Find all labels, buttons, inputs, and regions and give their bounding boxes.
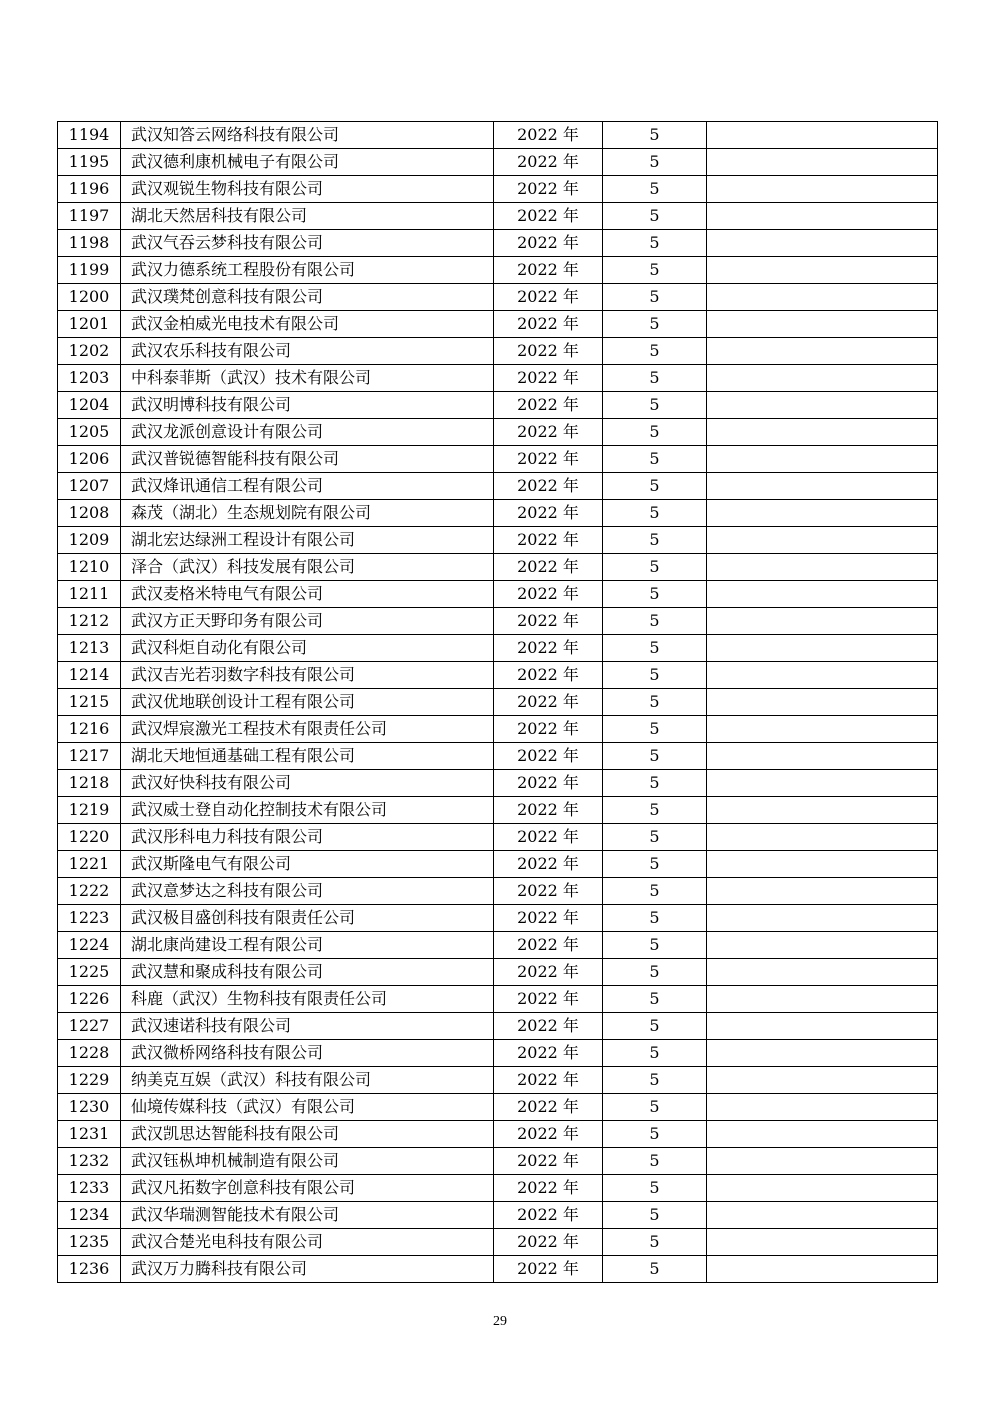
year-cell: 2022 年 [494, 878, 603, 905]
company-name-cell: 武汉斯隆电气有限公司 [121, 851, 494, 878]
score-cell: 5 [603, 446, 707, 473]
table-row [58, 122, 938, 149]
score-cell: 5 [603, 662, 707, 689]
score-cell: 5 [603, 608, 707, 635]
table-row [58, 635, 938, 662]
row-number-cell: 1218 [58, 770, 121, 797]
table-body [58, 122, 938, 1283]
table-row [58, 905, 938, 932]
year-cell: 2022 年 [494, 554, 603, 581]
table-row [58, 1202, 938, 1229]
table-row [58, 689, 938, 716]
table-row [58, 716, 938, 743]
year-cell: 2022 年 [494, 1229, 603, 1256]
year-cell: 2022 年 [494, 797, 603, 824]
row-number-cell: 1201 [58, 311, 121, 338]
score-cell: 5 [603, 1040, 707, 1067]
company-name-cell: 武汉龙派创意设计有限公司 [121, 419, 494, 446]
note-cell [707, 527, 938, 554]
table-row [58, 1013, 938, 1040]
row-number-cell: 1233 [58, 1175, 121, 1202]
company-name-cell: 武汉科炬自动化有限公司 [121, 635, 494, 662]
year-cell: 2022 年 [494, 122, 603, 149]
row-number-cell: 1208 [58, 500, 121, 527]
table-row [58, 419, 938, 446]
score-cell: 5 [603, 149, 707, 176]
row-number-cell: 1235 [58, 1229, 121, 1256]
row-number-cell: 1214 [58, 662, 121, 689]
row-number-cell: 1203 [58, 365, 121, 392]
score-cell: 5 [603, 1148, 707, 1175]
row-number-cell: 1216 [58, 716, 121, 743]
company-name-cell: 武汉力德系统工程股份有限公司 [121, 257, 494, 284]
row-number-cell: 1202 [58, 338, 121, 365]
company-name-cell: 武汉金柏威光电技术有限公司 [121, 311, 494, 338]
company-name-cell: 森茂（湖北）生态规划院有限公司 [121, 500, 494, 527]
table-row [58, 176, 938, 203]
note-cell [707, 716, 938, 743]
company-name-cell: 武汉极目盛创科技有限责任公司 [121, 905, 494, 932]
company-name-cell: 武汉普锐德智能科技有限公司 [121, 446, 494, 473]
score-cell: 5 [603, 1256, 707, 1283]
score-cell: 5 [603, 635, 707, 662]
year-cell: 2022 年 [494, 770, 603, 797]
note-cell [707, 662, 938, 689]
year-cell: 2022 年 [494, 176, 603, 203]
table-row [58, 257, 938, 284]
score-cell: 5 [603, 905, 707, 932]
note-cell [707, 203, 938, 230]
company-name-cell: 武汉微桥网络科技有限公司 [121, 1040, 494, 1067]
company-name-cell: 武汉万力腾科技有限公司 [121, 1256, 494, 1283]
score-cell: 5 [603, 1067, 707, 1094]
note-cell [707, 284, 938, 311]
company-name-cell: 武汉钰枞坤机械制造有限公司 [121, 1148, 494, 1175]
note-cell [707, 122, 938, 149]
score-cell: 5 [603, 554, 707, 581]
note-cell [707, 581, 938, 608]
table-row [58, 1175, 938, 1202]
row-number-cell: 1232 [58, 1148, 121, 1175]
score-cell: 5 [603, 878, 707, 905]
year-cell: 2022 年 [494, 1121, 603, 1148]
table-row [58, 446, 938, 473]
company-name-cell: 武汉气吞云梦科技有限公司 [121, 230, 494, 257]
row-number-cell: 1224 [58, 932, 121, 959]
year-cell: 2022 年 [494, 1256, 603, 1283]
table-row [58, 1256, 938, 1283]
company-name-cell: 武汉好快科技有限公司 [121, 770, 494, 797]
table-row [58, 284, 938, 311]
note-cell [707, 689, 938, 716]
table-row [58, 797, 938, 824]
row-number-cell: 1229 [58, 1067, 121, 1094]
table-row [58, 581, 938, 608]
row-number-cell: 1206 [58, 446, 121, 473]
score-cell: 5 [603, 311, 707, 338]
row-number-cell: 1220 [58, 824, 121, 851]
table-row [58, 1229, 938, 1256]
table-row [58, 554, 938, 581]
row-number-cell: 1204 [58, 392, 121, 419]
year-cell: 2022 年 [494, 392, 603, 419]
table-row [58, 932, 938, 959]
row-number-cell: 1222 [58, 878, 121, 905]
table-row [58, 986, 938, 1013]
year-cell: 2022 年 [494, 1175, 603, 1202]
note-cell [707, 419, 938, 446]
row-number-cell: 1200 [58, 284, 121, 311]
score-cell: 5 [603, 176, 707, 203]
note-cell [707, 1202, 938, 1229]
year-cell: 2022 年 [494, 689, 603, 716]
company-name-cell: 武汉方正天野印务有限公司 [121, 608, 494, 635]
note-cell [707, 743, 938, 770]
row-number-cell: 1219 [58, 797, 121, 824]
note-cell [707, 1175, 938, 1202]
table-row [58, 662, 938, 689]
score-cell: 5 [603, 959, 707, 986]
table-row [58, 878, 938, 905]
year-cell: 2022 年 [494, 1202, 603, 1229]
table-row [58, 959, 938, 986]
year-cell: 2022 年 [494, 419, 603, 446]
company-name-cell: 武汉速诺科技有限公司 [121, 1013, 494, 1040]
row-number-cell: 1215 [58, 689, 121, 716]
score-cell: 5 [603, 1094, 707, 1121]
company-name-cell: 武汉吉光若羽数字科技有限公司 [121, 662, 494, 689]
note-cell [707, 176, 938, 203]
note-cell [707, 905, 938, 932]
table-row [58, 1040, 938, 1067]
score-cell: 5 [603, 365, 707, 392]
row-number-cell: 1210 [58, 554, 121, 581]
year-cell: 2022 年 [494, 284, 603, 311]
year-cell: 2022 年 [494, 446, 603, 473]
year-cell: 2022 年 [494, 986, 603, 1013]
note-cell [707, 1121, 938, 1148]
table-row [58, 770, 938, 797]
year-cell: 2022 年 [494, 149, 603, 176]
score-cell: 5 [603, 581, 707, 608]
note-cell [707, 878, 938, 905]
note-cell [707, 824, 938, 851]
year-cell: 2022 年 [494, 824, 603, 851]
row-number-cell: 1213 [58, 635, 121, 662]
note-cell [707, 797, 938, 824]
note-cell [707, 365, 938, 392]
score-cell: 5 [603, 851, 707, 878]
table-row [58, 392, 938, 419]
score-cell: 5 [603, 1175, 707, 1202]
table-row [58, 1121, 938, 1148]
year-cell: 2022 年 [494, 608, 603, 635]
table-row [58, 608, 938, 635]
score-cell: 5 [603, 1013, 707, 1040]
table-row [58, 851, 938, 878]
table-row [58, 500, 938, 527]
score-cell: 5 [603, 743, 707, 770]
year-cell: 2022 年 [494, 1040, 603, 1067]
year-cell: 2022 年 [494, 1067, 603, 1094]
company-name-cell: 武汉明博科技有限公司 [121, 392, 494, 419]
note-cell [707, 392, 938, 419]
note-cell [707, 230, 938, 257]
year-cell: 2022 年 [494, 905, 603, 932]
year-cell: 2022 年 [494, 743, 603, 770]
score-cell: 5 [603, 473, 707, 500]
score-cell: 5 [603, 203, 707, 230]
page-number: 29 [493, 1314, 507, 1329]
note-cell [707, 1067, 938, 1094]
company-name-cell: 科鹿（武汉）生物科技有限责任公司 [121, 986, 494, 1013]
year-cell: 2022 年 [494, 635, 603, 662]
score-cell: 5 [603, 932, 707, 959]
year-cell: 2022 年 [494, 1013, 603, 1040]
row-number-cell: 1207 [58, 473, 121, 500]
year-cell: 2022 年 [494, 500, 603, 527]
row-number-cell: 1212 [58, 608, 121, 635]
note-cell [707, 959, 938, 986]
year-cell: 2022 年 [494, 581, 603, 608]
company-name-cell: 武汉璞梵创意科技有限公司 [121, 284, 494, 311]
row-number-cell: 1209 [58, 527, 121, 554]
row-number-cell: 1226 [58, 986, 121, 1013]
table-row [58, 311, 938, 338]
note-cell [707, 257, 938, 284]
company-name-cell: 武汉合楚光电科技有限公司 [121, 1229, 494, 1256]
score-cell: 5 [603, 500, 707, 527]
note-cell [707, 635, 938, 662]
note-cell [707, 338, 938, 365]
company-name-cell: 武汉麦格米特电气有限公司 [121, 581, 494, 608]
company-name-cell: 武汉凯思达智能科技有限公司 [121, 1121, 494, 1148]
table-row [58, 473, 938, 500]
row-number-cell: 1223 [58, 905, 121, 932]
year-cell: 2022 年 [494, 716, 603, 743]
company-name-cell: 武汉慧和聚成科技有限公司 [121, 959, 494, 986]
note-cell [707, 1040, 938, 1067]
year-cell: 2022 年 [494, 1094, 603, 1121]
year-cell: 2022 年 [494, 959, 603, 986]
row-number-cell: 1227 [58, 1013, 121, 1040]
company-name-cell: 湖北天然居科技有限公司 [121, 203, 494, 230]
table-row [58, 230, 938, 257]
row-number-cell: 1198 [58, 230, 121, 257]
year-cell: 2022 年 [494, 311, 603, 338]
score-cell: 5 [603, 284, 707, 311]
company-list-table [57, 121, 938, 1283]
score-cell: 5 [603, 257, 707, 284]
company-name-cell: 泽合（武汉）科技发展有限公司 [121, 554, 494, 581]
table-row [58, 1067, 938, 1094]
note-cell [707, 473, 938, 500]
note-cell [707, 554, 938, 581]
note-cell [707, 1256, 938, 1283]
company-name-cell: 武汉观锐生物科技有限公司 [121, 176, 494, 203]
row-number-cell: 1234 [58, 1202, 121, 1229]
note-cell [707, 851, 938, 878]
score-cell: 5 [603, 986, 707, 1013]
note-cell [707, 311, 938, 338]
company-name-cell: 武汉德利康机械电子有限公司 [121, 149, 494, 176]
score-cell: 5 [603, 338, 707, 365]
company-name-cell: 武汉烽讯通信工程有限公司 [121, 473, 494, 500]
company-name-cell: 湖北天地恒通基础工程有限公司 [121, 743, 494, 770]
row-number-cell: 1230 [58, 1094, 121, 1121]
score-cell: 5 [603, 716, 707, 743]
table-row [58, 203, 938, 230]
score-cell: 5 [603, 689, 707, 716]
table-row [58, 824, 938, 851]
row-number-cell: 1221 [58, 851, 121, 878]
score-cell: 5 [603, 392, 707, 419]
note-cell [707, 1229, 938, 1256]
table-row [58, 149, 938, 176]
row-number-cell: 1196 [58, 176, 121, 203]
row-number-cell: 1225 [58, 959, 121, 986]
company-name-cell: 湖北康尚建设工程有限公司 [121, 932, 494, 959]
year-cell: 2022 年 [494, 230, 603, 257]
score-cell: 5 [603, 797, 707, 824]
note-cell [707, 608, 938, 635]
row-number-cell: 1197 [58, 203, 121, 230]
note-cell [707, 986, 938, 1013]
note-cell [707, 1094, 938, 1121]
year-cell: 2022 年 [494, 365, 603, 392]
table-row [58, 338, 938, 365]
score-cell: 5 [603, 122, 707, 149]
company-name-cell: 仙境传媒科技（武汉）有限公司 [121, 1094, 494, 1121]
note-cell [707, 446, 938, 473]
company-name-cell: 武汉威士登自动化控制技术有限公司 [121, 797, 494, 824]
score-cell: 5 [603, 770, 707, 797]
year-cell: 2022 年 [494, 473, 603, 500]
year-cell: 2022 年 [494, 527, 603, 554]
note-cell [707, 1148, 938, 1175]
year-cell: 2022 年 [494, 203, 603, 230]
note-cell [707, 932, 938, 959]
company-name-cell: 武汉优地联创设计工程有限公司 [121, 689, 494, 716]
table-row [58, 743, 938, 770]
score-cell: 5 [603, 1121, 707, 1148]
table-row [58, 1148, 938, 1175]
score-cell: 5 [603, 527, 707, 554]
score-cell: 5 [603, 824, 707, 851]
row-number-cell: 1205 [58, 419, 121, 446]
company-name-cell: 湖北宏达绿洲工程设计有限公司 [121, 527, 494, 554]
note-cell [707, 149, 938, 176]
row-number-cell: 1194 [58, 122, 121, 149]
company-name-cell: 武汉农乐科技有限公司 [121, 338, 494, 365]
score-cell: 5 [603, 419, 707, 446]
row-number-cell: 1236 [58, 1256, 121, 1283]
score-cell: 5 [603, 230, 707, 257]
company-name-cell: 武汉凡拓数字创意科技有限公司 [121, 1175, 494, 1202]
year-cell: 2022 年 [494, 338, 603, 365]
year-cell: 2022 年 [494, 1148, 603, 1175]
year-cell: 2022 年 [494, 662, 603, 689]
table-row [58, 365, 938, 392]
table-row [58, 527, 938, 554]
year-cell: 2022 年 [494, 851, 603, 878]
score-cell: 5 [603, 1202, 707, 1229]
note-cell [707, 770, 938, 797]
company-name-cell: 武汉彤科电力科技有限公司 [121, 824, 494, 851]
row-number-cell: 1211 [58, 581, 121, 608]
note-cell [707, 500, 938, 527]
company-name-cell: 纳美克互娱（武汉）科技有限公司 [121, 1067, 494, 1094]
row-number-cell: 1199 [58, 257, 121, 284]
row-number-cell: 1195 [58, 149, 121, 176]
company-name-cell: 中科泰菲斯（武汉）技术有限公司 [121, 365, 494, 392]
score-cell: 5 [603, 1229, 707, 1256]
year-cell: 2022 年 [494, 257, 603, 284]
company-name-cell: 武汉华瑞测智能技术有限公司 [121, 1202, 494, 1229]
row-number-cell: 1231 [58, 1121, 121, 1148]
table-row [58, 1094, 938, 1121]
row-number-cell: 1217 [58, 743, 121, 770]
company-name-cell: 武汉焊宸激光工程技术有限责任公司 [121, 716, 494, 743]
company-name-cell: 武汉知答云网络科技有限公司 [121, 122, 494, 149]
year-cell: 2022 年 [494, 932, 603, 959]
note-cell [707, 1013, 938, 1040]
row-number-cell: 1228 [58, 1040, 121, 1067]
company-name-cell: 武汉意梦达之科技有限公司 [121, 878, 494, 905]
